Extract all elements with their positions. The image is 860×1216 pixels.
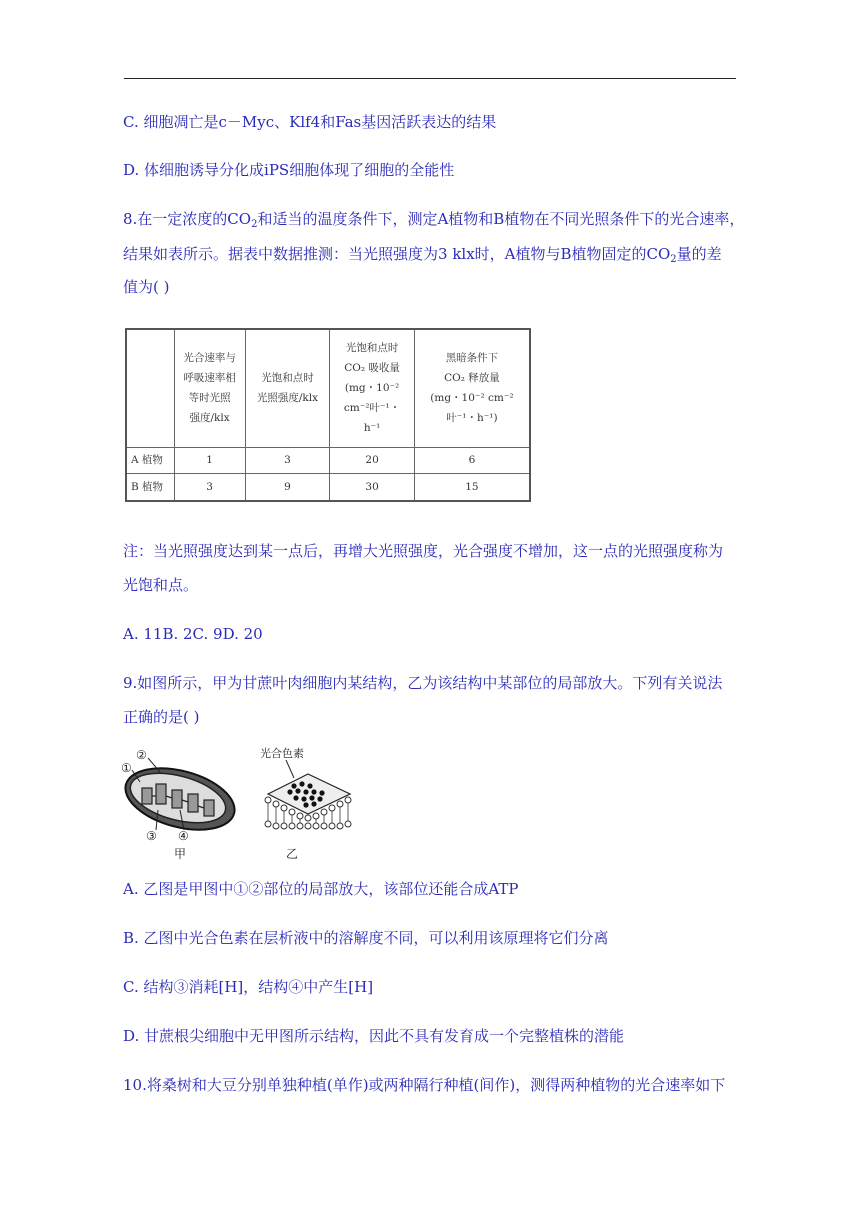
label-jia: 甲 <box>174 847 187 861</box>
q10-stem-line1: 10.将桑树和大豆分别单独种植(单作)或两种隔行种植(间作)，测得两种植物的光合速率如下 <box>123 1076 726 1094</box>
marker-4: ④ <box>178 829 189 843</box>
q7-option-c: C. 细胞凋亡是c－Myc、Klf4和Fas基因活跃表达的结果 <box>123 113 497 131</box>
label-pigment: 光合色素 <box>260 747 304 760</box>
q9-stem-line2: 正确的是( ) <box>123 708 200 726</box>
header-rule <box>124 78 736 79</box>
marker-1: ① <box>121 761 132 775</box>
chloroplast-diagram <box>119 748 242 861</box>
marker-2: ② <box>136 748 147 762</box>
q8-stem-line1: 8.在一定浓度的$CO_2$和适当的温度条件下，测定A植物和B植物在不同光照条件下的光合速率， <box>123 210 745 230</box>
marker-3: ③ <box>146 829 157 843</box>
table-row: A 植物 1 3 20 6 <box>126 447 530 474</box>
q8-stem-line2: 结果如表所示。据表中数据推测：当光照强度为3 klx时，A植物与B植物固定的$CO_2$量的差 <box>123 245 722 265</box>
q9-option-b: B. 乙图中光合色素在层析液中的溶解度不同，可以利用该原理将它们分离 <box>123 929 609 947</box>
q9-stem-line1: 9.如图所示，甲为甘蔗叶肉细胞内某结构，乙为该结构中某部位的局部放大。下列有关说法 <box>123 674 723 692</box>
q8-stem-line3: 值为( ) <box>123 278 170 296</box>
header-dark-co2: 黑暗条件下 CO₂ 释放量 (mg・10⁻² cm⁻² 叶⁻¹・h⁻¹) <box>414 329 530 447</box>
q8-data-table <box>125 328 535 506</box>
label-yi: 乙 <box>286 847 299 861</box>
header-saturation-light: 光饱和点时 光照强度/klx <box>245 329 330 447</box>
q8-note-line1: 注：当光照强度达到某一点后，再增大光照强度，光合强度不增加，这一点的光照强度称为 <box>123 542 724 560</box>
q8-options: A. 11B. 2C. 9D. 20 <box>123 625 263 643</box>
q9-option-c: C. 结构③消耗[H]，结构④中产生[H] <box>123 978 374 996</box>
q8-note-line2: 光饱和点。 <box>123 576 199 594</box>
q7-option-d: D. 体细胞诱导分化成iPS细胞体现了细胞的全能性 <box>123 161 455 179</box>
q9-option-d: D. 甘蔗根尖细胞中无甲图所示结构，因此不具有发育成一个完整植株的潜能 <box>123 1027 625 1045</box>
chloroplast-figure <box>118 744 368 862</box>
q9-option-a: A. 乙图是甲图中①②部位的局部放大，该部位还能合成ATP <box>123 880 519 898</box>
table-row: B 植物 3 9 30 15 <box>126 474 530 501</box>
thylakoid-membrane-diagram <box>260 746 351 861</box>
header-saturation-co2: 光饱和点时 CO₂ 吸收量 (mg・10⁻² cm⁻²叶⁻¹・ h⁻¹ <box>330 329 415 447</box>
header-compensation-point: 光合速率与 呼吸速率相 等时光照 强度/klx <box>174 329 245 447</box>
